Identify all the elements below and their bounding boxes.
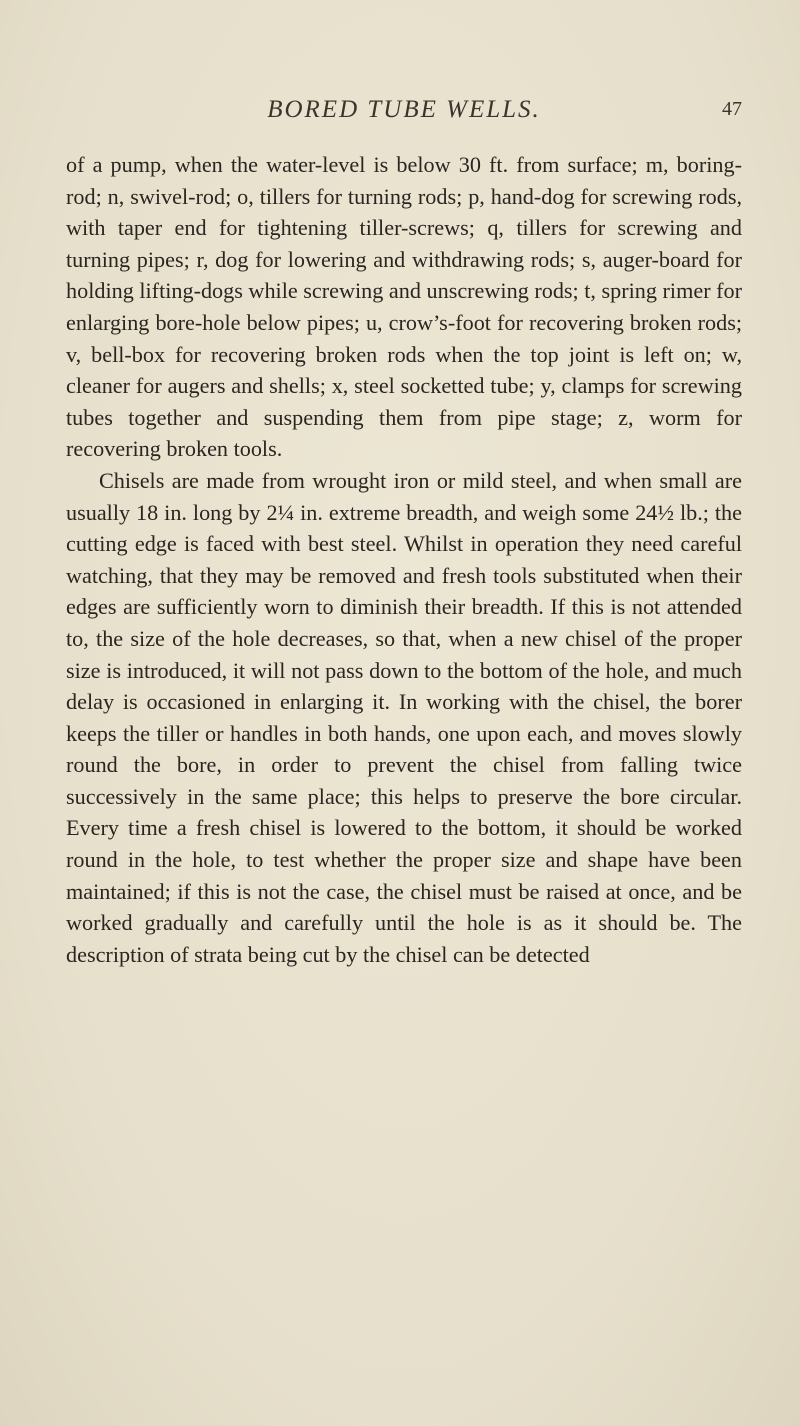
page-header xyxy=(66,96,742,136)
page-number: 47 xyxy=(722,98,742,120)
body-text xyxy=(66,149,742,970)
paragraph-continuation: of a pump, when the water-level is below 30 ft. from surface; m, boring-rod; n, swivel-rod; o, tillers for turning rods; p, hand-dog for screwing rods, with taper end for tightening tiller-screws; q, tillers for screwing and turning pipes; r, dog for lowering and withdrawing rods; s, auger-board for holding lifting-dogs while screwing and unscrewing rods; t, spring rimer for enlarging bore-hole below pipes; u, crow’s-foot for recovering broken rods; v, bell-box for recovering broken rods when the top joint is left on; w, cleaner for augers and shells; x, steel socketted tube; y, clamps for screwing tubes together and suspending them from pipe stage; z, worm for recovering broken tools. xyxy=(66,152,742,462)
running-head: BORED TUBE WELLS. xyxy=(267,96,541,123)
paragraph-chisels: Chisels are made from wrought iron or mild steel, and when small are usually 18 in. long by 2¼ in. extreme breadth, and weigh some 24½ lb.; the cutting edge is faced with best steel. Whilst in operation they need careful watching, that they may be removed and fresh tools substituted when their edges are sufficiently worn to diminish their breadth. If this is not attended to, the size of the hole decreases, so that, when a new chisel of the proper size is introduced, it will not pass down to the bottom of the hole, and much delay is occasioned in enlarging it. In working with the chisel, the borer keeps the tiller or handles in both hands, one upon each, and moves slowly round the bore, in order to prevent the chisel from falling twice successively in the same place; this helps to preserve the bore circular. Every time a fresh chisel is lowered to the bottom, it should be worked round in the hole, to test whether the proper size and shape have been maintained; if this is not the case, the chisel must be raised at once, and be worked gradually and carefully until the hole is as it should be. The description of strata being cut by the chisel can be detected xyxy=(66,467,742,967)
